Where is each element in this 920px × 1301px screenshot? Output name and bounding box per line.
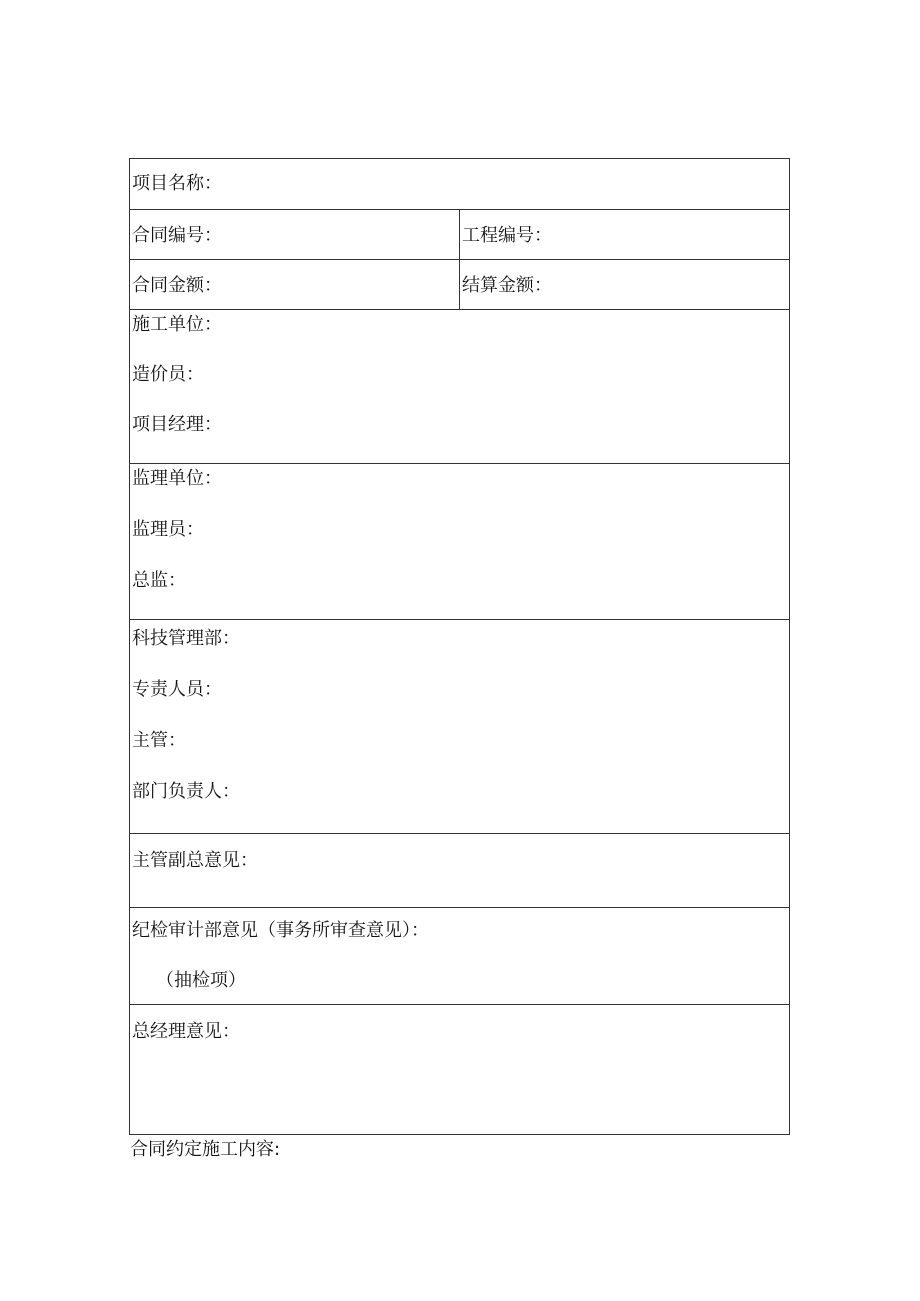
- contract-settlement-form: [129, 158, 790, 1135]
- engineering-no-cell: [460, 210, 789, 259]
- chief-supervisor-label: 总监：: [132, 570, 186, 591]
- gm-opinion-label: 总经理意见：: [132, 1021, 240, 1042]
- spot-check-note: （抽检项）: [156, 970, 246, 991]
- amount-row: [130, 259, 789, 309]
- dept-head-label: 部门负责人：: [132, 781, 240, 802]
- construction-unit-section: [130, 309, 789, 463]
- settlement-amount-label: 结算金额：: [462, 275, 552, 296]
- vp-opinion-label: 主管副总意见：: [132, 850, 258, 871]
- tech-management-section: [130, 619, 789, 833]
- project-name-row: [130, 159, 789, 209]
- contract-amount-cell: [130, 260, 460, 309]
- staff-label: 专责人员：: [132, 679, 222, 700]
- contract-no-cell: [130, 210, 460, 259]
- cost-engineer-label: 造价员：: [132, 364, 204, 385]
- contract-amount-label: 合同金额：: [132, 275, 222, 296]
- audit-opinion-label: 纪检审计部意见（事务所审查意见）：: [132, 920, 429, 941]
- audit-opinion-section: [130, 907, 789, 1004]
- settlement-amount-cell: [460, 260, 789, 309]
- engineering-no-label: 工程编号：: [462, 225, 552, 246]
- contract-content-label: 合同约定施工内容:: [130, 1139, 281, 1160]
- project-name-label: 项目名称：: [132, 173, 222, 194]
- project-manager-label: 项目经理：: [132, 414, 222, 435]
- vp-opinion-section: [130, 833, 789, 907]
- construction-unit-label: 施工单位：: [132, 314, 222, 335]
- supervision-unit-label: 监理单位：: [132, 468, 222, 489]
- contract-no-label: 合同编号：: [132, 225, 222, 246]
- contract-no-row: [130, 209, 789, 259]
- manager-label: 主管：: [132, 730, 186, 751]
- gm-opinion-section: [130, 1004, 789, 1134]
- supervision-unit-section: [130, 463, 789, 619]
- tech-management-label: 科技管理部：: [132, 628, 240, 649]
- supervisor-label: 监理员：: [132, 519, 204, 540]
